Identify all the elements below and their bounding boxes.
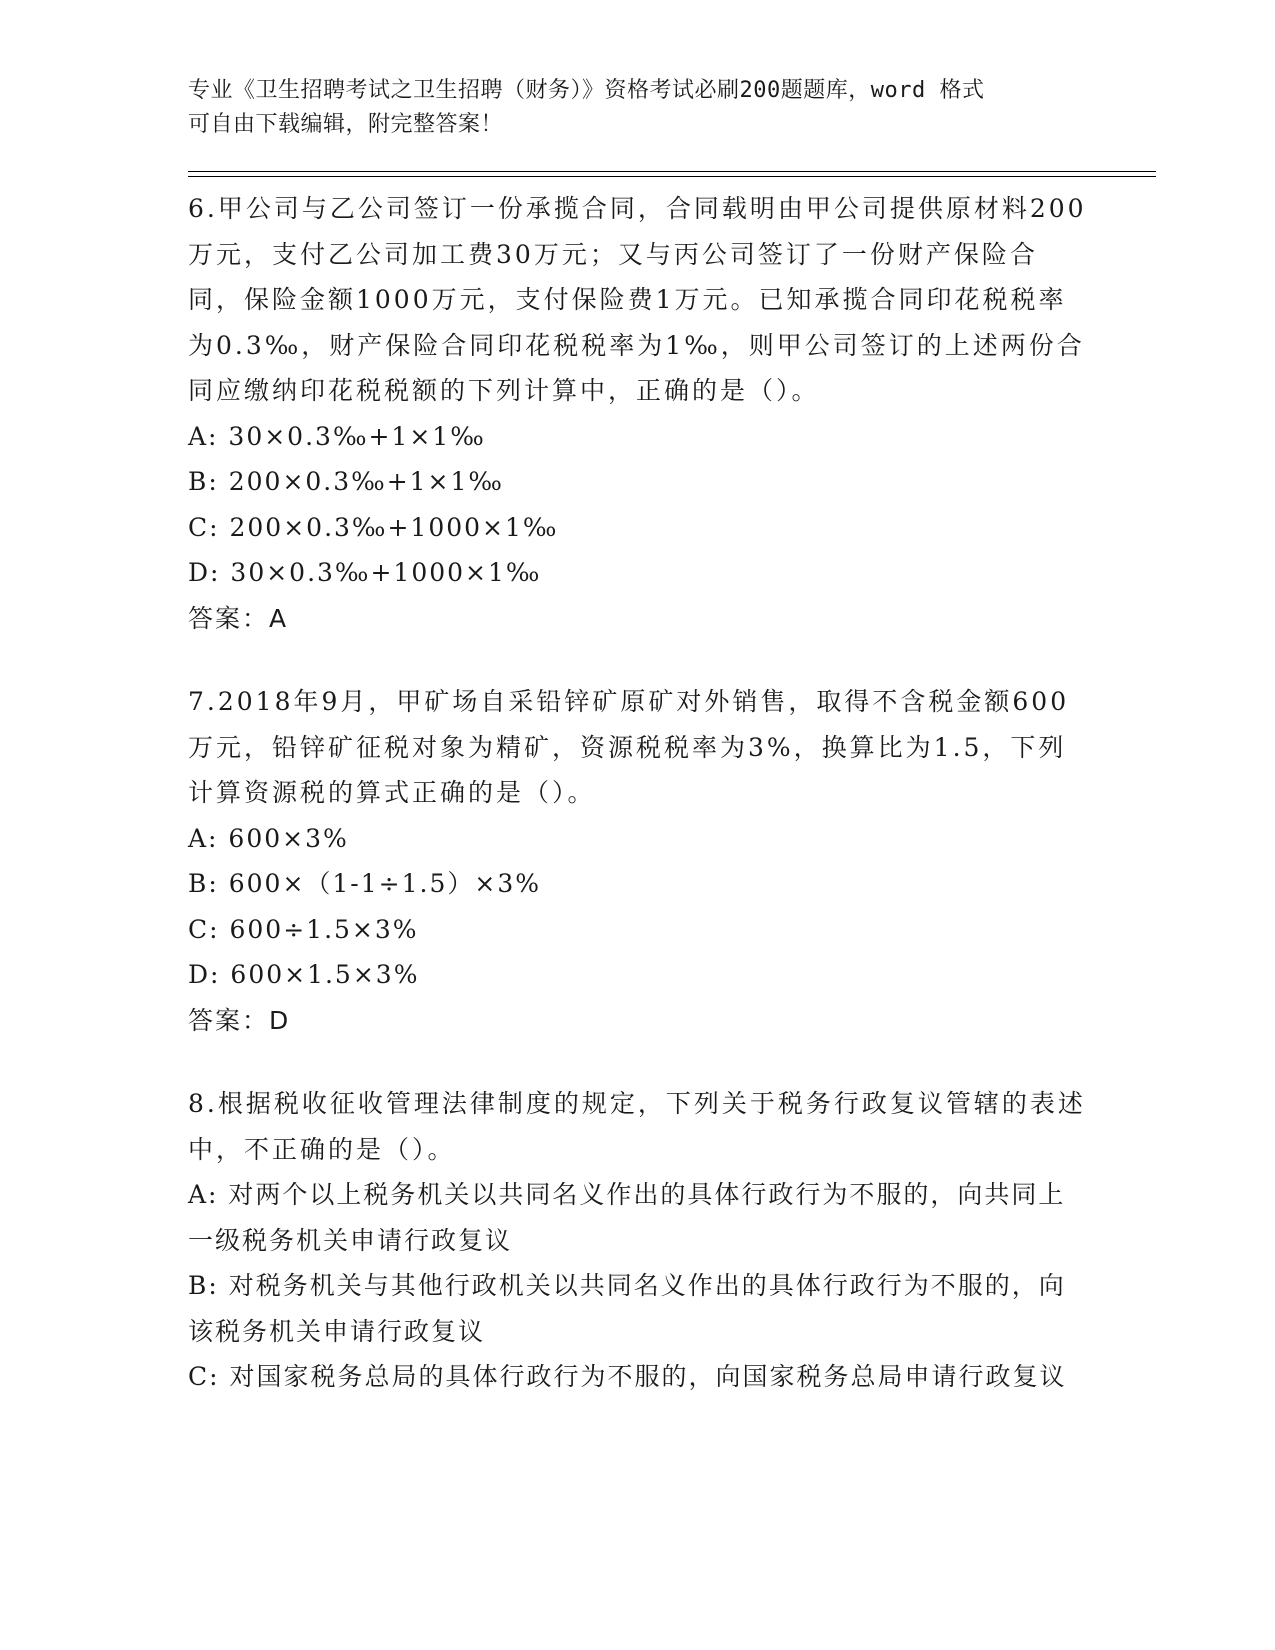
- answer-label: 答案：A: [188, 603, 289, 633]
- question-stem: 6.甲公司与乙公司签订一份承揽合同，合同载明由甲公司提供原材料200万元，支付乙公司加工费30万元；又与丙公司签订了一份财产保险合同，保险金额1000万元，支付保险费1万元。已知承揽合同印花税税率为0.3‰，财产保险合同印花税税率为1‰，则甲公司签订的上述两份合同应缴纳印花税税额的下列计算中，正确的是（）。: [188, 194, 1087, 405]
- option-c: C: 600÷1.5×3%: [188, 914, 419, 944]
- option-b: B: 对税务机关与其他行政机关以共同名义作出的具体行政行为不服的，向该税务机关申请行政复议: [188, 1271, 1066, 1346]
- header-line-2: 可自由下载编辑，附完整答案！: [188, 112, 504, 137]
- option-d: D: 30×0.3‰+1000×1‰: [188, 558, 542, 587]
- option-a: A: 对两个以上税务机关以共同名义作出的具体行政行为不服的，向共同上一级税务机关申请行政复议: [188, 1180, 1066, 1255]
- answer-label: 答案：D: [188, 1005, 291, 1035]
- option-a: A: 600×3%: [188, 823, 349, 853]
- question-list: [188, 186, 1088, 1438]
- option-c: C: 对国家税务总局的具体行政行为不服的，向国家税务总局申请行政复议: [188, 1362, 1067, 1391]
- document-header: [188, 74, 1088, 142]
- question-stem: 7.2018年9月，甲矿场自采铅锌矿原矿对外销售，取得不含税金额600万元，铅锌矿征税对象为精矿，资源税税率为3%，换算比为1.5，下列计算资源税的算式正确的是（）。: [188, 687, 1070, 807]
- header-divider-top: [188, 171, 1156, 172]
- question-6: [188, 186, 1088, 641]
- option-a: A: 30×0.3‰+1×1‰: [188, 421, 486, 451]
- question-stem: 8.根据税收征收管理法律制度的规定，下列关于税务行政复议管辖的表述中，不正确的是（）。: [188, 1089, 1086, 1164]
- header-divider-bottom: [188, 176, 1156, 177]
- option-b: B: 200×0.3‰+1×1‰: [188, 467, 504, 496]
- question-8: [188, 1081, 1088, 1400]
- question-7: [188, 679, 1088, 1043]
- header-line-1: 专业《卫生招聘考试之卫生招聘（财务）》资格考试必刷200题题库，word 格式: [188, 78, 985, 103]
- option-d: D: 600×1.5×3%: [188, 960, 420, 989]
- option-b: B: 600×（1-1÷1.5）×3%: [188, 869, 541, 898]
- option-c: C: 200×0.3‰+1000×1‰: [188, 512, 559, 542]
